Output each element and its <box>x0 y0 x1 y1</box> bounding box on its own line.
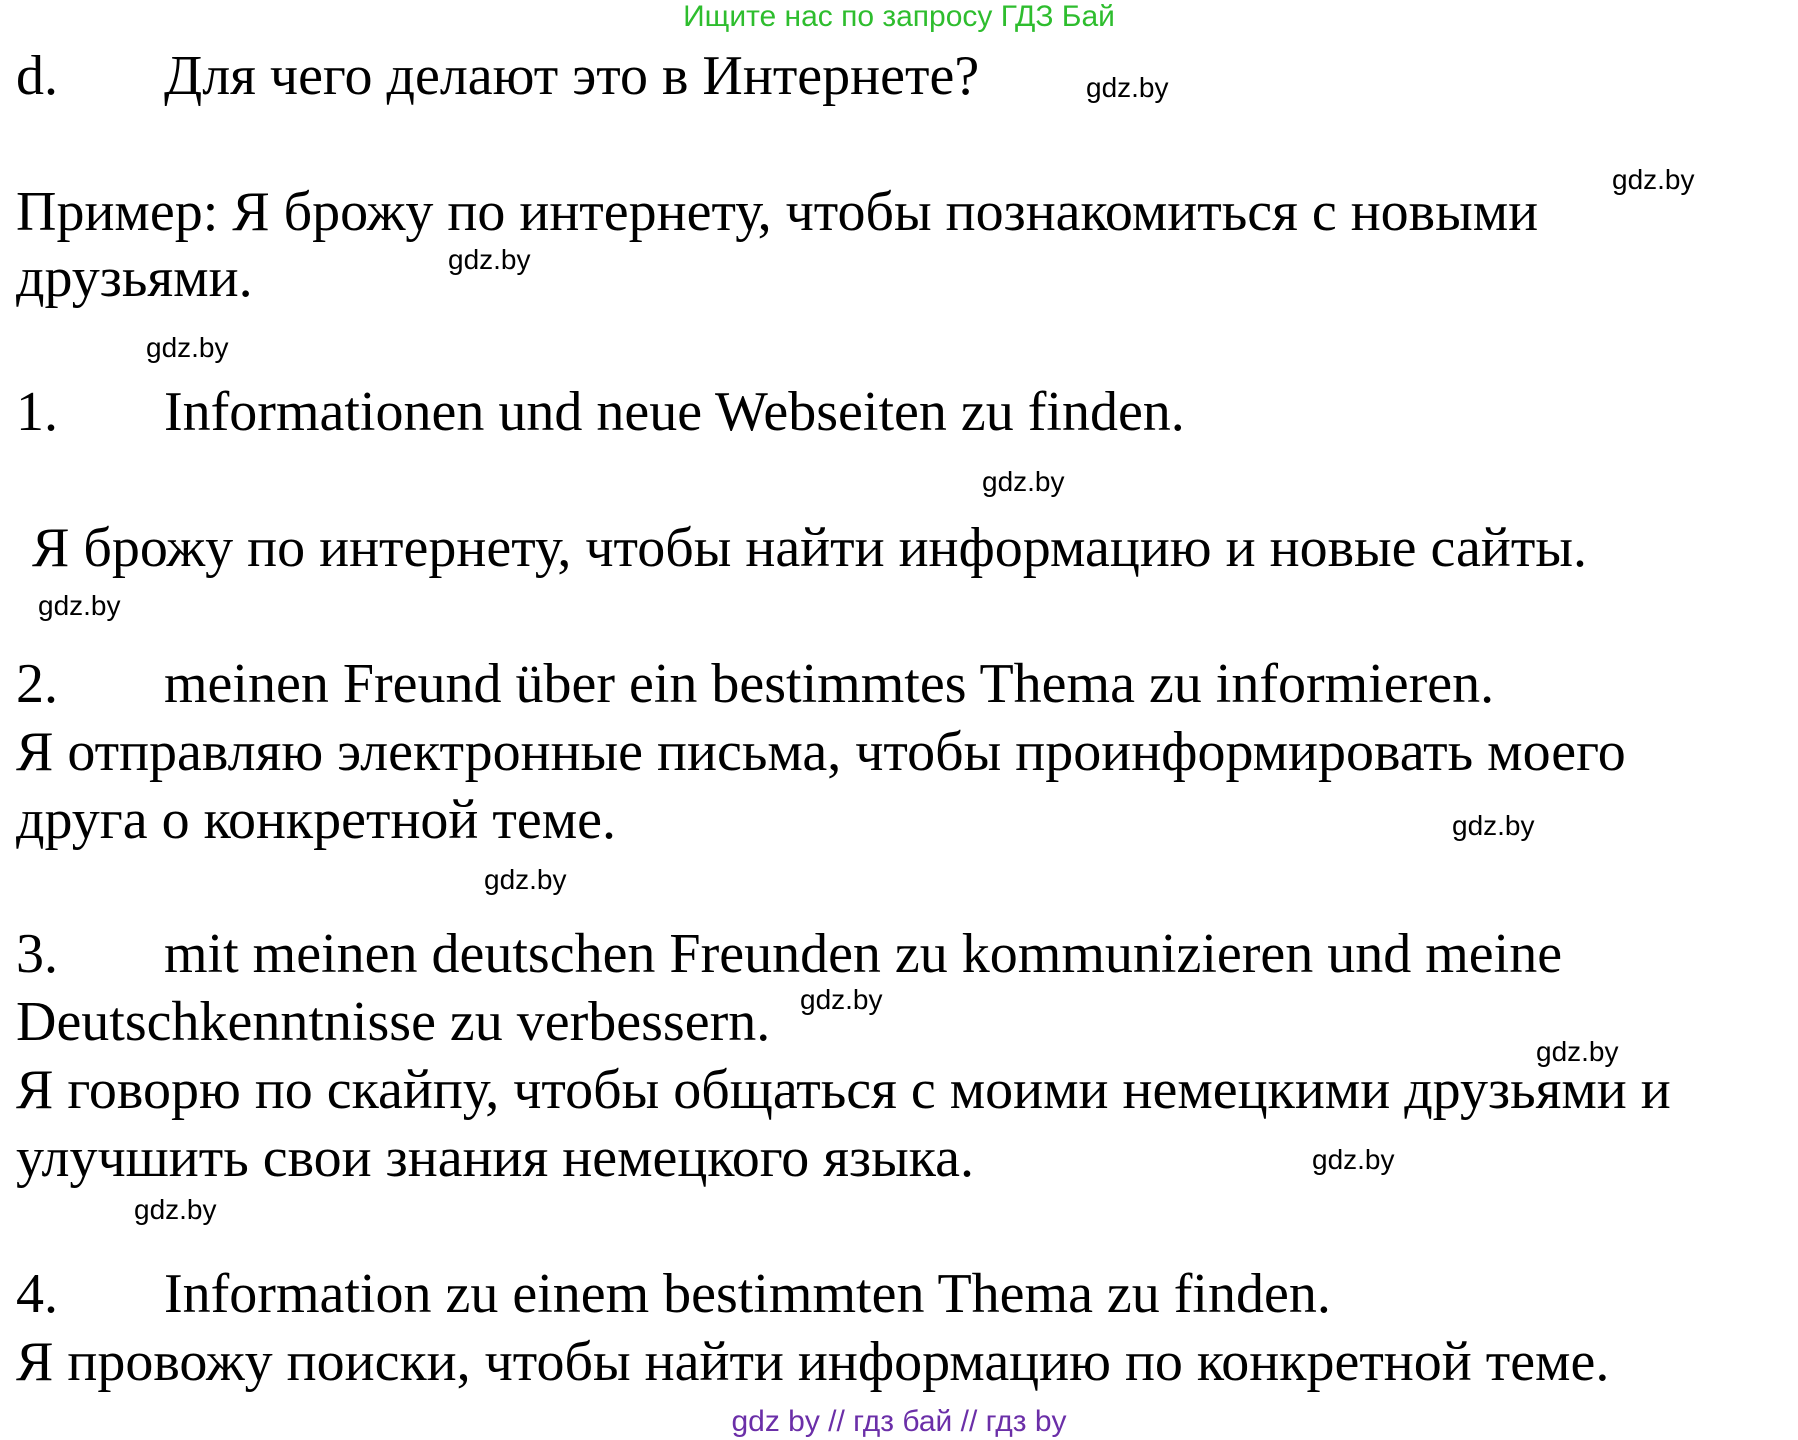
item-2-label: 2. <box>16 653 58 715</box>
item-3-russian-line-2: улучшить свои знания немецкого языка. <box>16 1127 975 1189</box>
watermark: gdz.by <box>982 466 1065 497</box>
item-3-russian-line-1: Я говорю по скайпу, чтобы общаться с моими немецкими друзьями и <box>16 1059 1671 1121</box>
item-1-german: Informationen und neue Webseiten zu finden. <box>164 381 1185 443</box>
item-3-label: 3. <box>16 923 58 985</box>
item-2-russian-line-2: друга о конкретной теме. <box>16 789 617 851</box>
watermark: gdz.by <box>800 984 883 1015</box>
watermark: gdz.by <box>146 332 229 363</box>
item-4-label: 4. <box>16 1263 58 1325</box>
heading-text: Для чего делают это в Интернете? <box>164 45 980 107</box>
item-1-russian: Я брожу по интернету, чтобы найти информацию и новые сайты. <box>32 517 1587 579</box>
watermark: gdz.by <box>1312 1144 1395 1175</box>
item-4-russian: Я провожу поиски, чтобы найти информацию по конкретной теме. <box>16 1331 1610 1393</box>
watermark: gdz.by <box>448 244 531 275</box>
watermark: gdz.by <box>38 590 121 621</box>
item-2-german: meinen Freund über ein bestimmtes Thema zu informieren. <box>164 653 1495 715</box>
watermark: gdz.by <box>134 1194 217 1225</box>
item-2-russian-line-1: Я отправляю электронные письма, чтобы проинформировать моего <box>16 721 1626 783</box>
item-3-german: mit meinen deutschen Freunden zu kommunizieren und meine <box>164 923 1563 985</box>
item-3-german-cont: Deutschkenntnisse zu verbessern. <box>16 991 771 1053</box>
watermark: gdz.by <box>1536 1036 1619 1067</box>
heading-label: d. <box>16 45 58 107</box>
watermark: gdz.by <box>484 864 567 895</box>
watermark: gdz.by <box>1612 164 1695 195</box>
footer-links: gdz by // гдз бай // гдз by <box>731 1405 1067 1438</box>
watermark: gdz.by <box>1086 72 1169 103</box>
top-banner: Ищите нас по запросу ГДЗ Бай <box>683 0 1115 33</box>
example-line-1: Пример: Я брожу по интернету, чтобы познакомиться с новыми <box>16 181 1539 243</box>
example-line-2: друзьями. <box>16 247 253 309</box>
item-1-label: 1. <box>16 381 58 443</box>
item-4-german: Information zu einem bestimmten Thema zu finden. <box>164 1263 1331 1325</box>
watermark: gdz.by <box>1452 810 1535 841</box>
